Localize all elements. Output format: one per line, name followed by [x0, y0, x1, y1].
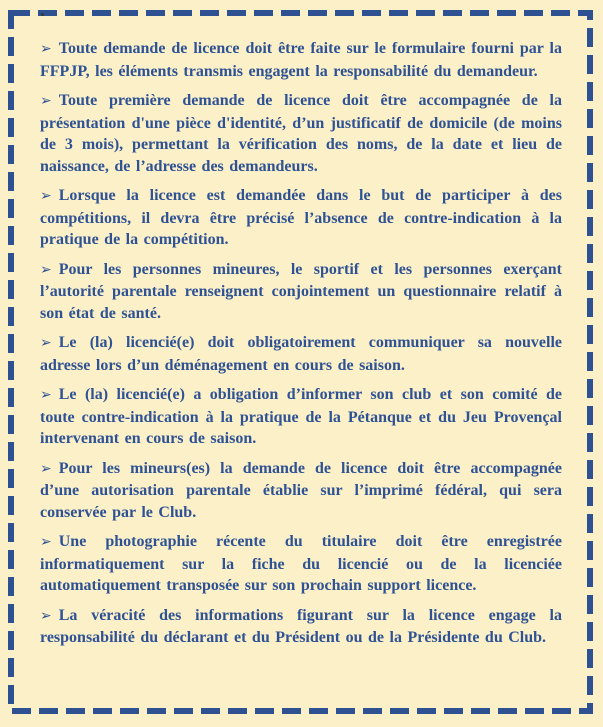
arrow-bullet-icon: ➢ — [40, 607, 52, 624]
notice-paragraph — [40, 605, 562, 649]
paragraph-text: Lorsque la licence est demandée dans le but de participer à des compétitions, il devra être précisé l’absence de contre-indication à la pratique de la compétition. — [40, 187, 562, 248]
arrow-bullet-icon: ➢ — [40, 41, 52, 57]
notice-paragraph — [40, 259, 562, 325]
notice-paragraph — [40, 384, 562, 450]
notice-paragraph — [40, 458, 562, 524]
arrow-bullet-icon: ➢ — [40, 387, 52, 403]
paragraph-text: Pour les mineurs(es) la demande de licence doit être accompagnée d’une autorisation parentale établie sur l’imprimé fédéral, qui sera conservée par le Club. — [40, 459, 562, 521]
paragraph-text: Le (la) licencié(e) a obligation d’informer son club et son comité de toute contre-indication à la pratique de la Pétanque et du Jeu Provençal intervenant en cours de saison. — [40, 386, 562, 447]
paragraph-text: Le (la) licencié(e) doit obligatoirement communiquer sa nouvelle adresse lors d’un déménagement en cours de saison. — [40, 334, 562, 374]
notice-paragraph — [40, 90, 562, 177]
arrow-bullet-icon: ➢ — [40, 93, 52, 109]
notice-box — [40, 38, 562, 649]
notice-paragraph — [40, 185, 562, 251]
arrow-bullet-icon: ➢ — [40, 335, 52, 351]
paragraph-text: La véracité des informations figurant sur la licence engage la responsabilité du déclarant et du Président ou de la Présidente du Club. — [40, 606, 562, 646]
paragraph-text: Une photographie récente du titulaire doit être enregistrée informatiquement sur la fiche du licencié ou de la licenciée automatiquement transposée sur son prochain support licence. — [40, 533, 562, 594]
notice-paragraph — [40, 38, 562, 82]
paragraph-text: Toute première demande de licence doit être accompagnée de la présentation d'une pièce d'identité, d’un justificatif de domicile (de moins de 3 mois), permettant la vérification des noms, de la date et lieu de naissance, de l’adresse des demandeurs. — [40, 92, 562, 175]
notice-paragraph — [40, 531, 562, 597]
arrow-bullet-icon: ➢ — [40, 460, 52, 477]
arrow-bullet-icon: ➢ — [40, 534, 52, 550]
notice-paragraph — [40, 332, 562, 376]
arrow-bullet-icon: ➢ — [40, 261, 52, 278]
paragraph-text: Toute demande de licence doit être faite sur le formulaire fourni par la FFPJP, les éléments transmis engagent la responsabilité du demandeur. — [40, 40, 562, 80]
paragraph-text: Pour les personnes mineures, le sportif et les personnes exerçant l’autorité parentale renseignent conjointement un questionnaire relatif à son état de santé. — [40, 260, 562, 322]
stray-dot — [41, 13, 44, 16]
arrow-bullet-icon: ➢ — [40, 188, 52, 204]
